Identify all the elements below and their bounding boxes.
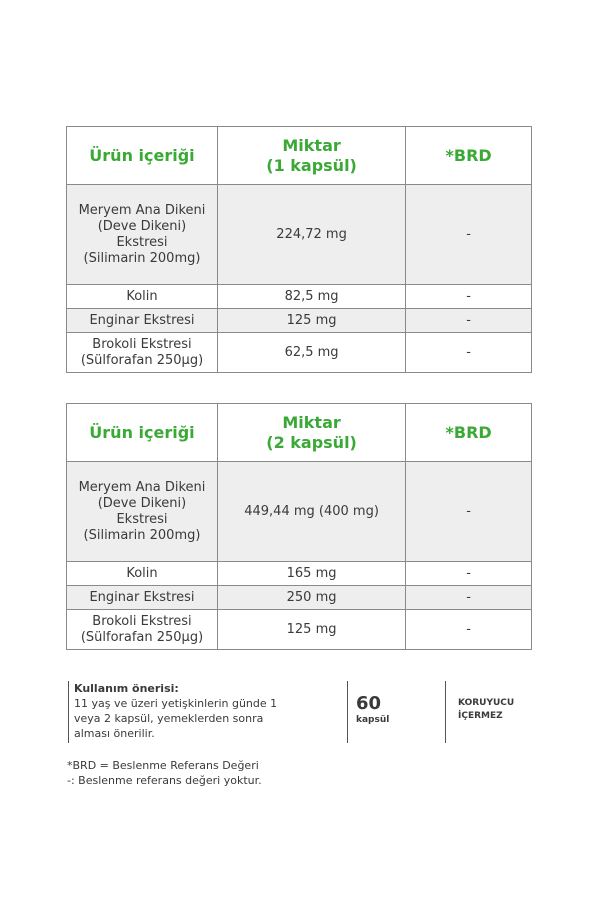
ingredient-brd: - xyxy=(406,462,532,562)
table-row xyxy=(67,610,532,650)
table-row xyxy=(67,562,532,586)
capsule-count xyxy=(347,681,389,743)
ingredient-brd: - xyxy=(406,285,532,309)
ingredient-name: Enginar Ekstresi xyxy=(67,586,218,610)
ingredient-amount: 62,5 mg xyxy=(217,333,405,373)
ingredient-amount: 449,44 mg (400 mg) xyxy=(217,462,405,562)
ingredient-name: Enginar Ekstresi xyxy=(67,309,218,333)
ingredient-name: Kolin xyxy=(67,562,218,586)
header-ingredient: Ürün içeriği xyxy=(67,404,218,462)
ingredient-brd: - xyxy=(406,333,532,373)
nutrition-table-2-capsules xyxy=(66,403,532,650)
header-amount: Miktar (2 kapsül) xyxy=(217,404,405,462)
table-header-row xyxy=(67,404,532,462)
header-brd: *BRD xyxy=(406,127,532,185)
preservative-free-badge xyxy=(445,681,514,743)
preservative-line-1: KORUYUCU xyxy=(458,698,515,708)
table-row xyxy=(67,285,532,309)
header-brd: *BRD xyxy=(406,404,532,462)
ingredient-name: Brokoli Ekstresi (Sülforafan 250µg) xyxy=(67,610,218,650)
capsule-count-unit: kapsül xyxy=(356,715,390,725)
nutrition-table-1-capsule xyxy=(66,126,532,373)
ingredient-brd: - xyxy=(406,185,532,285)
table-row xyxy=(67,185,532,285)
ingredient-name: Meryem Ana Dikeni (Deve Dikeni) Ekstresi (Silimarin 200mg) xyxy=(67,185,218,285)
preservative-line-2: İÇERMEZ xyxy=(458,711,503,721)
usage-text: 11 yaş ve üzeri yetişkinlerin günde 1 veya 2 kapsül, yemeklerden sonra alması önerilir. xyxy=(74,697,278,740)
usage-title: Kullanım önerisi: xyxy=(74,682,179,695)
table-header-row xyxy=(67,127,532,185)
ingredient-amount: 82,5 mg xyxy=(217,285,405,309)
ingredient-amount: 224,72 mg xyxy=(217,185,405,285)
footnote-dash: -: Beslenme referans değeri yoktur. xyxy=(67,774,262,787)
table-row xyxy=(67,333,532,373)
ingredient-brd: - xyxy=(406,610,532,650)
ingredient-amount: 165 mg xyxy=(217,562,405,586)
ingredient-name: Meryem Ana Dikeni (Deve Dikeni) Ekstresi (Silimarin 200mg) xyxy=(67,462,218,562)
ingredient-brd: - xyxy=(406,586,532,610)
ingredient-name: Brokoli Ekstresi (Sülforafan 250µg) xyxy=(67,333,218,373)
usage-recommendation xyxy=(68,681,299,743)
ingredient-amount: 125 mg xyxy=(217,309,405,333)
ingredient-brd: - xyxy=(406,309,532,333)
header-amount: Miktar (1 kapsül) xyxy=(217,127,405,185)
table-row xyxy=(67,462,532,562)
ingredient-brd: - xyxy=(406,562,532,586)
table-row xyxy=(67,309,532,333)
header-ingredient: Ürün içeriği xyxy=(67,127,218,185)
table-row xyxy=(67,586,532,610)
footnote-brd: *BRD = Beslenme Referans Değeri xyxy=(67,759,259,772)
footnotes xyxy=(67,758,262,788)
ingredient-amount: 250 mg xyxy=(217,586,405,610)
ingredient-name: Kolin xyxy=(67,285,218,309)
capsule-count-number: 60 xyxy=(356,693,382,714)
ingredient-amount: 125 mg xyxy=(217,610,405,650)
